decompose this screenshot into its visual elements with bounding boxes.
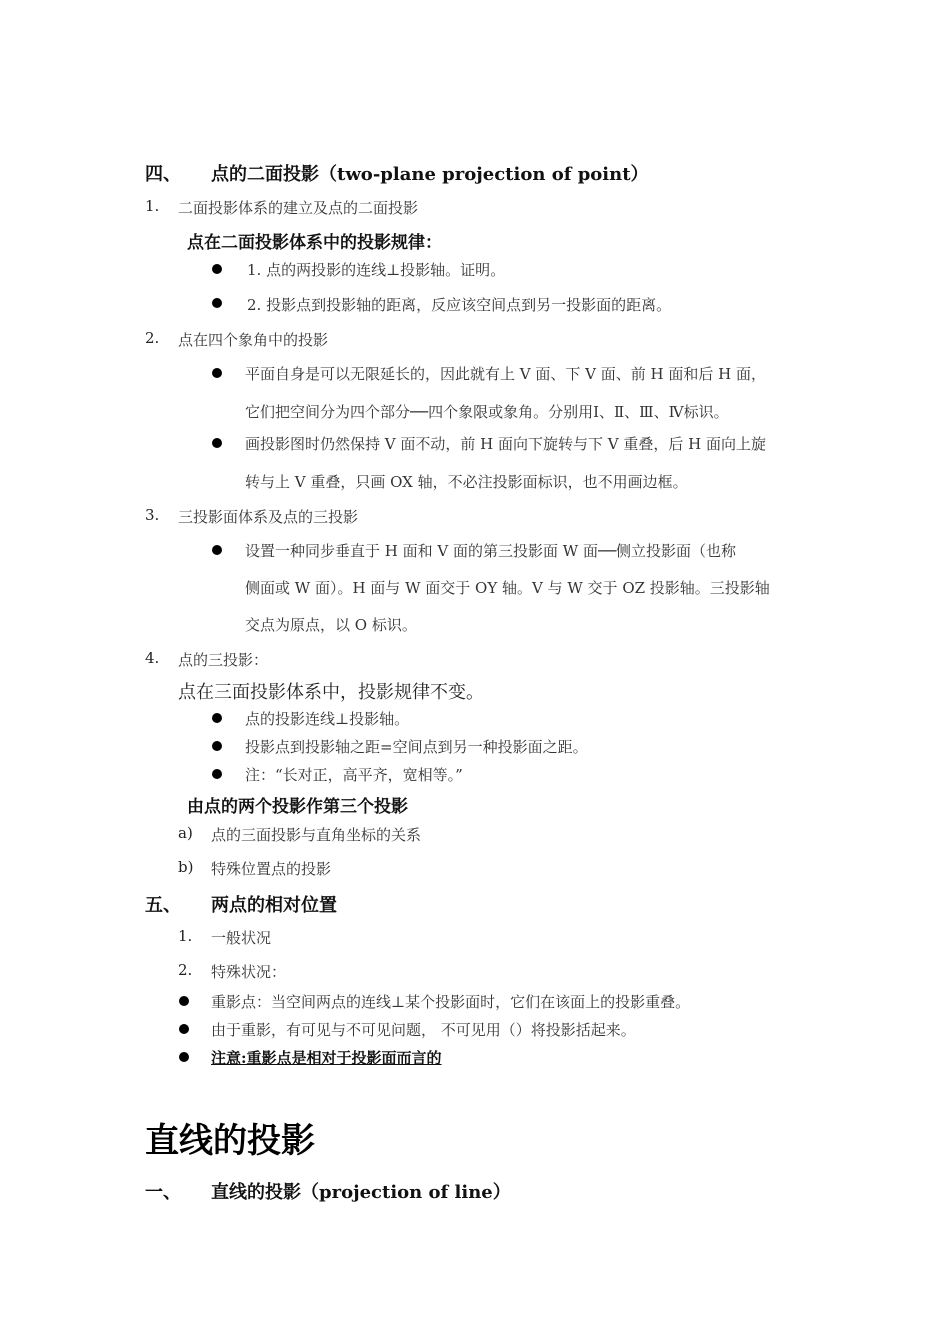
bullet-text-continued: 转与上 V 重叠，只画 OX 轴，不必注投影面标识，也不用画边框。 <box>245 473 688 491</box>
bullet-text: 重影点：当空间两点的连线⊥某个投影面时，它们在该面上的投影重叠。 <box>211 993 691 1011</box>
chapter-title: 直线的投影 <box>145 1121 315 1161</box>
bullet-text-continued: 它们把空间分为四个部分──四个象限或象角。分别用Ⅰ、Ⅱ、Ⅲ、Ⅳ标识。 <box>245 403 729 421</box>
list-number: 1. <box>145 197 160 215</box>
bullet-text-continued: 交点为原点，以 O 标识。 <box>245 616 417 634</box>
bullet-icon <box>179 1052 189 1062</box>
list-item-text: 点在四个象角中的投影 <box>178 331 329 349</box>
list-number: 3. <box>145 506 160 524</box>
bullet-icon <box>212 298 222 308</box>
bullet-icon <box>212 438 222 448</box>
list-item-text: 三投影面体系及点的三投影 <box>178 508 359 526</box>
bullet-icon <box>212 713 222 723</box>
section-number: 一、 <box>145 1182 181 1203</box>
bullet-text: 画投影图时仍然保持 V 面不动，前 H 面向下旋转与下 V 重叠，后 H 面向上旋 <box>245 435 766 453</box>
note-text: 注意:重影点是相对于投影面而言的 <box>211 1049 442 1067</box>
list-number: 1. <box>178 927 193 945</box>
bullet-text: 由于重影，有可见与不可见问题， 不可见用（）将投影括起来。 <box>211 1021 636 1039</box>
bullet-text-continued: 侧面或 W 面）。H 面与 W 面交于 OY 轴。V 与 W 交于 OZ 投影轴。三投影轴 <box>245 579 770 597</box>
bullet-icon <box>179 1024 189 1034</box>
list-letter: b) <box>178 858 194 876</box>
subheading: 点在二面投影体系中的投影规律： <box>187 233 442 253</box>
bullet-icon <box>212 368 222 378</box>
bullet-text: 1. 点的两投影的连线⊥投影轴。证明。 <box>247 261 506 279</box>
section-number: 五、 <box>145 895 181 916</box>
list-item-text: 特殊位置点的投影 <box>211 860 332 878</box>
section-heading: 两点的相对位置 <box>211 895 337 916</box>
list-item-text: 特殊状况： <box>211 963 287 981</box>
section-heading: 点的二面投影（two-plane projection of point） <box>211 164 649 185</box>
bullet-text: 设置一种同步垂直于 H 面和 V 面的第三投影面 W 面──侧立投影面（也称 <box>245 542 737 560</box>
list-item-text: 点的三面投影与直角坐标的关系 <box>211 826 422 844</box>
paragraph: 点在三面投影体系中，投影规律不变。 <box>178 682 484 703</box>
bullet-text: 投影点到投影轴之距=空间点到另一种投影面之距。 <box>245 738 588 756</box>
subheading: 由点的两个投影作第三个投影 <box>187 797 408 817</box>
bullet-icon <box>212 769 222 779</box>
bullet-text: 平面自身是可以无限延长的，因此就有上 V 面、下 V 面、前 H 面和后 H 面， <box>245 365 766 383</box>
list-item-text: 二面投影体系的建立及点的二面投影 <box>178 199 419 217</box>
section-heading: 直线的投影（projection of line） <box>211 1182 511 1203</box>
list-item-text: 点的三投影： <box>178 651 269 669</box>
list-number: 2. <box>145 329 160 347</box>
bullet-text: 点的投影连线⊥投影轴。 <box>245 710 410 728</box>
bullet-icon <box>212 545 222 555</box>
list-number: 4. <box>145 649 160 667</box>
bullet-icon <box>179 996 189 1006</box>
bullet-icon <box>212 741 222 751</box>
list-item-text: 一般状况 <box>211 929 272 947</box>
bullet-text: 2. 投影点到投影轴的距离，反应该空间点到另一投影面的距离。 <box>247 296 672 314</box>
list-letter: a) <box>178 824 193 842</box>
list-number: 2. <box>178 961 193 979</box>
bullet-text: 注：“长对正，高平齐，宽相等。” <box>245 766 463 784</box>
section-number: 四、 <box>145 164 181 185</box>
bullet-icon <box>212 264 222 274</box>
